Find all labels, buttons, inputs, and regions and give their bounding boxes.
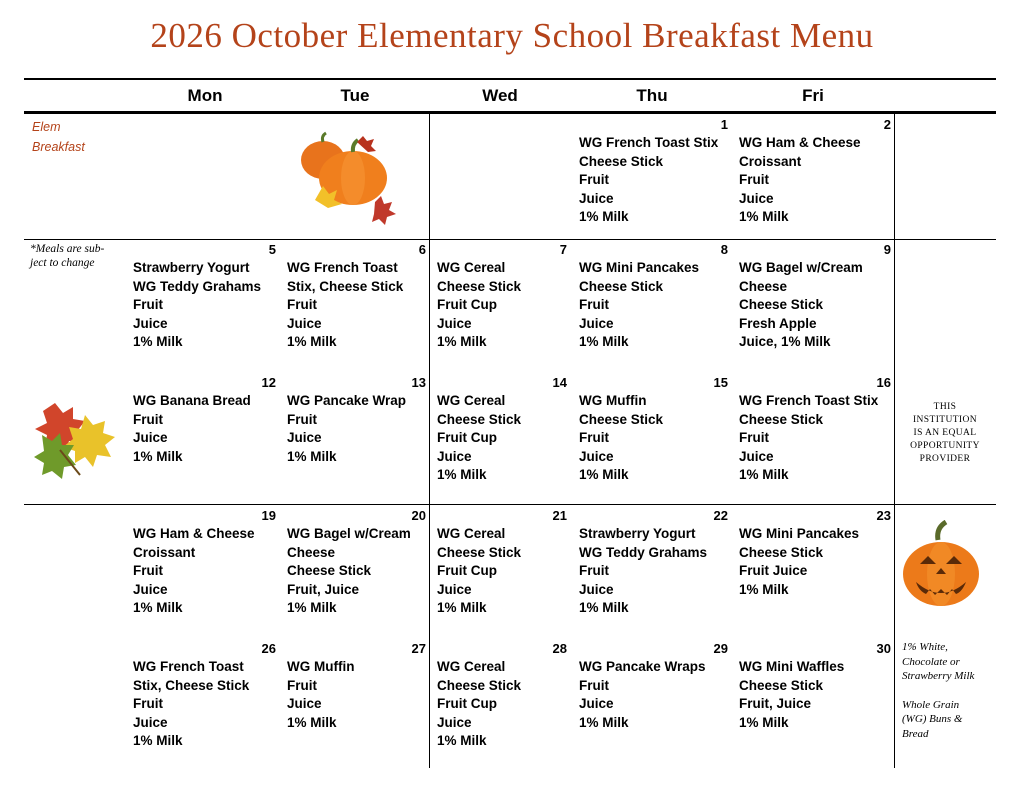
day-header-thu: Thu	[636, 86, 668, 105]
menu-item: Fresh Apple	[739, 315, 817, 331]
autumn-leaves-icon	[30, 395, 125, 480]
menu-cell-wed-14	[437, 392, 521, 485]
menu-item: Cheese Stick	[739, 297, 824, 313]
menu-item: WG Cereal	[437, 393, 506, 408]
menu-item: 1% Milk	[579, 467, 629, 483]
date-number: 13	[411, 375, 426, 390]
date-number: 28	[552, 641, 567, 656]
menu-item: Cheese Stick	[739, 544, 824, 560]
menu-cell-mon-19	[133, 525, 255, 618]
menu-item: Croissant	[739, 153, 802, 169]
menu-cell-thu-29	[579, 658, 706, 732]
menu-item: Cheese Stick	[579, 153, 664, 169]
menu-item: 1% Milk	[287, 600, 337, 616]
menu-item: WG Banana Bread	[133, 393, 251, 408]
menu-item: WG Mini Pancakes	[739, 526, 860, 541]
menu-item: WG French Toast	[287, 260, 398, 275]
menu-cell-fri-23	[739, 525, 859, 599]
menu-item: Fruit, Juice	[287, 581, 360, 597]
date-number: 6	[418, 242, 426, 257]
date-number: 1	[720, 117, 728, 132]
menu-cell-wed-7	[437, 259, 521, 352]
menu-item: Cheese Stick	[739, 411, 824, 427]
menu-item: Fruit	[133, 411, 163, 427]
date-number: 20	[411, 508, 426, 523]
menu-item: WG Muffin	[579, 393, 647, 408]
menu-item: Juice	[437, 581, 472, 597]
date-number: 5	[268, 242, 276, 257]
menu-cell-thu-15	[579, 392, 663, 485]
date-number: 7	[559, 242, 567, 257]
menu-item: Fruit	[579, 563, 609, 579]
menu-item: Fruit	[287, 411, 317, 427]
menu-item: WG French Toast Stix	[579, 135, 719, 150]
menu-item: Fruit	[133, 563, 163, 579]
menu-item: WG Bagel w/Cream	[739, 260, 863, 275]
menu-item: Fruit	[579, 297, 609, 313]
header-rule	[24, 111, 996, 114]
menu-item: 1% Milk	[287, 714, 337, 730]
equal-opportunity-note: THIS INSTITUTION IS AN EQUAL OPPORTUNITY PROVIDER	[910, 402, 980, 464]
menu-item: Stix, Cheese Stick	[287, 278, 404, 294]
menu-item: 1% Milk	[437, 467, 487, 483]
divider-sat	[894, 112, 895, 768]
menu-cell-tue-20	[287, 525, 411, 618]
menu-item: WG French Toast	[133, 659, 244, 674]
menu-item: 1% Milk	[133, 448, 183, 464]
day-header-mon: Mon	[187, 86, 223, 105]
date-number: 9	[883, 242, 891, 257]
menu-item: Juice	[739, 448, 774, 464]
menu-item: Juice	[133, 315, 168, 331]
menu-item: 1% Milk	[579, 209, 629, 225]
menu-cell-tue-13	[287, 392, 406, 466]
date-number: 22	[713, 508, 728, 523]
menu-item: WG Ham & Cheese	[739, 135, 861, 150]
date-number: 26	[261, 641, 276, 656]
menu-item: Cheese Stick	[579, 411, 664, 427]
day-header-tue: Tue	[340, 86, 370, 105]
menu-item: Fruit Juice	[739, 563, 808, 579]
menu-cell-fri-9	[739, 259, 863, 352]
date-number: 27	[411, 641, 426, 656]
menu-item: Juice	[133, 581, 168, 597]
menu-item: 1% Milk	[739, 581, 789, 597]
menu-item: Fruit Cup	[437, 696, 497, 712]
menu-item: Juice	[437, 714, 472, 730]
date-number: 8	[720, 242, 728, 257]
day-header-fri: Fri	[802, 86, 824, 105]
menu-item: Cheese Stick	[437, 411, 522, 427]
week1-rule	[24, 239, 996, 240]
date-number: 16	[876, 375, 891, 390]
menu-item: WG Cereal	[437, 526, 506, 541]
menu-item: Fruit Cup	[437, 297, 497, 313]
menu-item: 1% Milk	[133, 334, 183, 350]
menu-item: Cheese Stick	[437, 278, 522, 294]
menu-item: 1% Milk	[133, 600, 183, 616]
menu-item: 1% Milk	[739, 209, 789, 225]
menu-item: Juice	[287, 315, 322, 331]
menu-item: Croissant	[133, 544, 196, 560]
date-number: 2	[883, 117, 891, 132]
menu-item: Strawberry Yogurt	[133, 260, 250, 275]
menu-cell-fri-2	[739, 134, 861, 227]
menu-cell-fri-16	[739, 392, 878, 485]
menu-item: Strawberry Yogurt	[579, 526, 696, 541]
menu-item: Cheese	[287, 544, 336, 560]
menu-item: Fruit	[579, 677, 609, 693]
divider-wed	[429, 112, 430, 768]
menu-item: WG Cereal	[437, 260, 506, 275]
menu-item: 1% Milk	[437, 334, 487, 350]
menu-item: 1% Milk	[287, 334, 337, 350]
menu-item: Fruit	[287, 677, 317, 693]
menu-item: WG Ham & Cheese	[133, 526, 255, 541]
menu-cell-wed-28	[437, 658, 521, 751]
menu-item: WG Pancake Wrap	[287, 393, 407, 408]
menu-item: Juice, 1% Milk	[739, 334, 831, 350]
menu-item: 1% Milk	[579, 600, 629, 616]
menu-item: 1% Milk	[739, 714, 789, 730]
menu-item: Fruit Cup	[437, 430, 497, 446]
menu-cell-mon-5	[133, 259, 261, 352]
menu-item: 1% Milk	[133, 733, 183, 749]
menu-item: Juice	[579, 315, 614, 331]
menu-item: Juice	[133, 714, 168, 730]
menu-item: Fruit	[579, 172, 609, 188]
menu-item: Fruit	[739, 172, 769, 188]
milk-whole-grain-note: 1% White, Chocolate or Strawberry Milk Whole Grain (WG) Buns & Bread	[902, 641, 975, 740]
menu-item: 1% Milk	[579, 714, 629, 730]
menu-cell-fri-30	[739, 658, 844, 732]
menu-item: WG Bagel w/Cream	[287, 526, 411, 541]
menu-item: Juice	[437, 315, 472, 331]
pumpkins-icon	[295, 130, 410, 230]
menu-item: 1% Milk	[287, 448, 337, 464]
menu-cell-mon-26	[133, 658, 249, 751]
menu-item: WG Mini Pancakes	[579, 260, 700, 275]
menu-item: 1% Milk	[739, 467, 789, 483]
menu-item: Fruit	[133, 696, 163, 712]
menu-item: Juice	[579, 581, 614, 597]
menu-item: Fruit	[287, 297, 317, 313]
menu-item: Juice	[739, 190, 774, 206]
page-title: 2026 October Elementary School Breakfast Menu	[150, 16, 874, 55]
menu-item: WG French Toast Stix	[739, 393, 879, 408]
menu-item: Stix, Cheese Stick	[133, 677, 250, 693]
date-number: 15	[713, 375, 728, 390]
menu-item: Juice	[287, 696, 322, 712]
menu-item: Cheese	[739, 278, 788, 294]
menu-item: Cheese Stick	[739, 677, 824, 693]
date-number: 19	[261, 508, 276, 523]
menu-item: Fruit	[579, 430, 609, 446]
elem-breakfast-label: Elem Breakfast	[32, 120, 85, 154]
menu-item: Juice	[287, 430, 322, 446]
menu-item: Juice	[579, 696, 614, 712]
day-header-wed: Wed	[482, 86, 518, 105]
menu-item: WG Muffin	[287, 659, 355, 674]
menu-item: Juice	[437, 448, 472, 464]
meals-note: *Meals are sub- ject to change	[30, 243, 105, 269]
menu-cell-thu-22	[579, 525, 707, 618]
menu-item: WG Cereal	[437, 659, 506, 674]
menu-item: Cheese Stick	[437, 677, 522, 693]
menu-item: Juice	[133, 430, 168, 446]
date-number: 29	[713, 641, 728, 656]
date-number: 14	[552, 375, 567, 390]
menu-item: WG Mini Waffles	[739, 659, 845, 674]
menu-item: WG Teddy Grahams	[579, 544, 708, 560]
menu-item: Fruit, Juice	[739, 696, 812, 712]
menu-cell-tue-6	[287, 259, 403, 352]
menu-item: Cheese Stick	[287, 563, 372, 579]
week3-rule	[24, 504, 996, 505]
menu-item: WG Teddy Grahams	[133, 278, 262, 294]
top-rule	[24, 78, 996, 80]
menu-item: Cheese Stick	[437, 544, 522, 560]
menu-cell-wed-21	[437, 525, 521, 618]
menu-cell-thu-8	[579, 259, 699, 352]
date-number: 21	[552, 508, 567, 523]
menu-item: 1% Milk	[437, 733, 487, 749]
menu-item: Fruit Cup	[437, 563, 497, 579]
menu-item: 1% Milk	[579, 334, 629, 350]
jack-o-lantern-icon	[900, 520, 982, 610]
menu-item: Cheese Stick	[579, 278, 664, 294]
menu-item: Juice	[579, 190, 614, 206]
menu-item: 1% Milk	[437, 600, 487, 616]
date-number: 30	[876, 641, 891, 656]
menu-cell-tue-27	[287, 658, 354, 732]
menu-cell-thu-1	[579, 134, 718, 227]
menu-cell-mon-12	[133, 392, 251, 466]
date-number: 12	[261, 375, 276, 390]
menu-item: WG Pancake Wraps	[579, 659, 706, 674]
menu-item: Fruit	[133, 297, 163, 313]
menu-item: Juice	[579, 448, 614, 464]
date-number: 23	[876, 508, 891, 523]
menu-item: Fruit	[739, 430, 769, 446]
